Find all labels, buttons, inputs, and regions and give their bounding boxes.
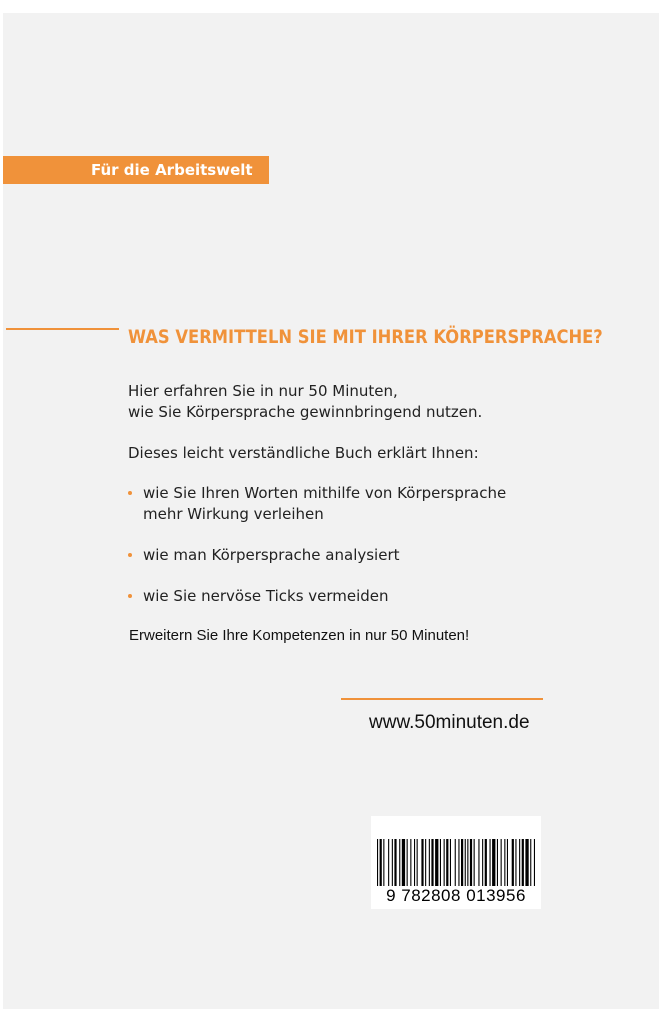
barcode-bar xyxy=(417,839,418,886)
list-item xyxy=(128,545,568,566)
headline: WAS VERMITTELN SIE MIT IHRER KÖRPERSPRACHE? xyxy=(128,326,603,348)
barcode-bar xyxy=(399,839,400,886)
headline-rule xyxy=(6,328,119,330)
benefit-list xyxy=(128,483,568,607)
barcode-bar xyxy=(461,839,463,886)
barcode-bar xyxy=(512,839,514,886)
barcode-bar xyxy=(467,839,468,886)
list-item-line-2: mehr Wirkung verleihen xyxy=(143,505,324,523)
barcode-bar xyxy=(470,839,472,886)
barcode-bar xyxy=(490,839,491,886)
barcode-bar xyxy=(435,839,438,886)
barcode-bar xyxy=(534,839,535,886)
barcode-bar xyxy=(515,839,516,886)
closing-text: Erweitern Sie Ihre Kompetenzen in nur 50 Minuten! xyxy=(129,627,470,644)
intro-text xyxy=(128,381,568,423)
list-item-line-1: wie Sie Ihren Worten mithilfe von Körpersprache xyxy=(143,484,507,502)
category-tag: Für die Arbeitswelt xyxy=(3,156,269,184)
list-item xyxy=(128,483,568,525)
barcode-bar xyxy=(478,839,479,886)
barcode-bar xyxy=(392,839,393,886)
barcode-bar xyxy=(444,839,445,886)
website-url: www.50minuten.de xyxy=(369,712,530,733)
barcode-bar xyxy=(519,839,520,886)
barcode-bar xyxy=(407,839,408,886)
list-item-line-1: wie Sie nervöse Ticks vermeiden xyxy=(143,587,389,605)
barcode-bar xyxy=(465,839,466,886)
barcode-bar xyxy=(383,839,384,886)
barcode-bar xyxy=(455,839,456,886)
bullet-dot-icon xyxy=(128,594,132,598)
barcode-bar xyxy=(414,839,415,886)
barcode-bar xyxy=(421,839,423,886)
barcode-bars xyxy=(371,816,541,886)
barcode-bar xyxy=(497,839,498,886)
barcode-bar xyxy=(501,839,502,886)
bullet-dot-icon xyxy=(128,553,132,557)
barcode-bar xyxy=(425,839,426,886)
barcode-bar xyxy=(440,839,441,886)
barcode-bar xyxy=(525,839,528,886)
isbn-digits: 9 782808 013956 xyxy=(386,886,526,905)
barcode-bar xyxy=(388,839,389,886)
barcode-bar xyxy=(522,839,524,886)
list-item xyxy=(128,586,568,607)
barcode-bar xyxy=(410,839,411,886)
barcode-bar xyxy=(474,839,475,886)
lead-text: Dieses leicht verständliche Buch erklärt Ihnen: xyxy=(128,444,479,462)
barcode-bar xyxy=(394,839,396,886)
barcode-bar xyxy=(446,839,448,886)
barcode-bar xyxy=(380,839,382,886)
barcode-bar xyxy=(504,839,505,886)
barcode-bar xyxy=(482,839,483,886)
list-item-line-1: wie man Körpersprache analysiert xyxy=(143,546,400,564)
intro-line-2: wie Sie Körpersprache gewinnbringend nutzen. xyxy=(128,403,483,421)
barcode-bar xyxy=(458,839,459,886)
barcode-bar xyxy=(377,839,378,886)
barcode-bar xyxy=(507,839,508,886)
barcode-bar xyxy=(485,839,487,886)
barcode-bar xyxy=(402,839,405,886)
bullet-dot-icon xyxy=(128,491,132,495)
barcode-bar xyxy=(429,839,430,886)
isbn-barcode xyxy=(371,816,541,909)
website-rule xyxy=(341,698,543,700)
back-cover xyxy=(3,13,659,1009)
intro-line-1: Hier erfahren Sie in nur 50 Minuten, xyxy=(128,382,398,400)
barcode-bar xyxy=(492,839,495,886)
barcode-bar xyxy=(431,839,433,886)
barcode-bar xyxy=(450,839,451,886)
barcode-bar xyxy=(530,839,531,886)
